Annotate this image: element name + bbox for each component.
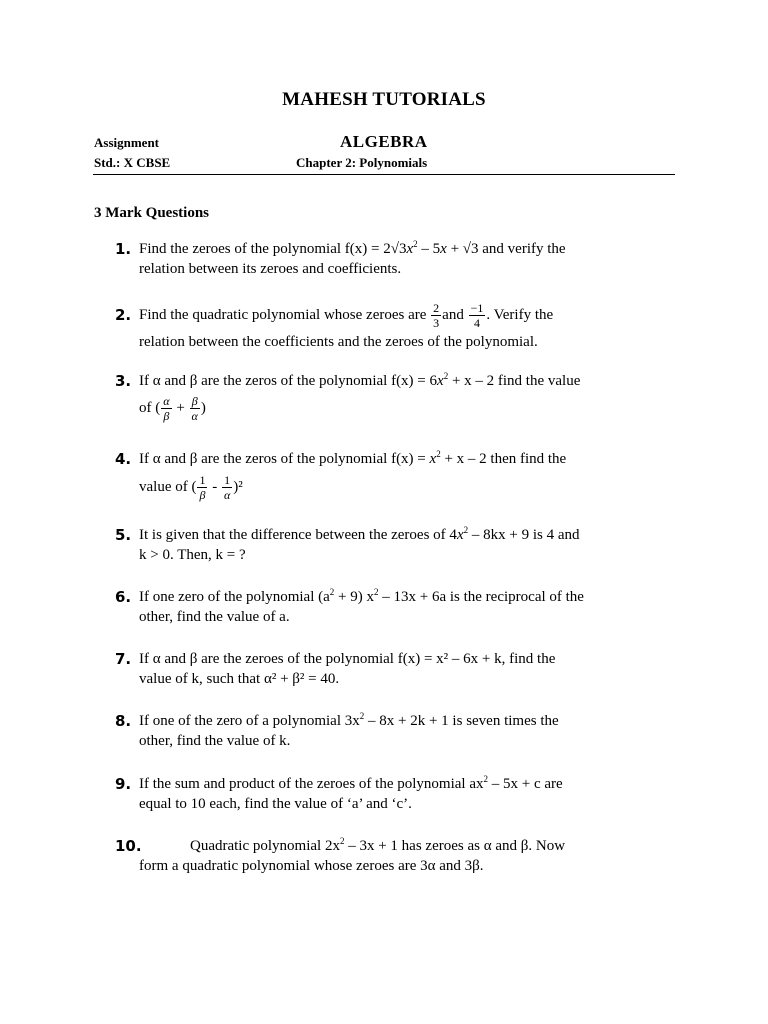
text-segment: – 8kx + 9 is 4 and xyxy=(468,527,580,543)
question-text xyxy=(139,711,680,751)
fraction xyxy=(431,301,441,330)
text-segment: of ( xyxy=(139,400,161,416)
question-number: 6. xyxy=(115,588,132,606)
page-title: MAHESH TUTORIALS xyxy=(282,89,486,110)
text-segment: If α and β are the zeros of the polynomial f(x) = 6 xyxy=(139,373,438,389)
text-segment: – 8x + 2k + 1 is seven times the xyxy=(364,713,559,729)
text-segment: – 5x + c are xyxy=(487,776,563,792)
chapter-label: Chapter 2: Polynomials xyxy=(296,155,428,170)
text-segment: Find the quadratic polynomial whose zeroes are xyxy=(139,307,431,323)
subject-heading: ALGEBRA xyxy=(340,132,428,151)
question-text xyxy=(139,449,680,505)
question-number: 2. xyxy=(115,306,132,324)
fraction xyxy=(190,394,200,423)
variable: x xyxy=(406,241,414,257)
text-line: k > 0. Then, k = ? xyxy=(139,547,246,563)
question-6 xyxy=(115,587,680,627)
text-segment: If α and β are the zeros of the polynomial f(x) = xyxy=(139,451,430,467)
text-line: form a quadratic polynomial whose zeroes are 3α and 3β. xyxy=(139,858,484,874)
numerator: 1 xyxy=(199,473,206,488)
question-number: 3. xyxy=(115,372,132,390)
text-segment: – 13x + 6a is the reciprocal of the xyxy=(378,589,584,605)
section-title: 3 Mark Questions xyxy=(94,205,210,221)
denominator: 4 xyxy=(473,316,480,331)
exponent: 2 xyxy=(359,711,365,721)
header-divider xyxy=(93,174,675,175)
text-segment: It is given that the difference between the zeroes of 4 xyxy=(139,527,457,543)
question-text xyxy=(139,371,680,425)
numerator: β xyxy=(190,394,200,409)
numerator: α xyxy=(163,394,170,409)
text-segment: Find the zeroes of the polynomial f(x) = 2√3 xyxy=(139,241,407,257)
variable: x xyxy=(437,373,444,389)
question-text xyxy=(139,774,680,814)
exponent: 2 xyxy=(463,525,469,535)
question-number: 8. xyxy=(115,712,132,730)
question-2 xyxy=(115,298,680,352)
operator: - xyxy=(208,479,221,495)
exponent: 2 xyxy=(373,587,379,597)
standard-label: Std.: X CBSE xyxy=(94,155,171,170)
text-line: relation between the coefficients and the zeroes of the polynomial. xyxy=(139,334,538,350)
exponent: 2 xyxy=(413,239,418,249)
variable: x xyxy=(429,451,437,467)
exponent: 2 xyxy=(483,774,488,784)
text-segment: – 3x + 1 has zeroes as α and β. Now xyxy=(344,838,566,854)
denominator: α xyxy=(191,409,198,424)
fraction xyxy=(222,473,232,502)
text-segment: ) xyxy=(200,400,206,416)
question-text xyxy=(139,525,680,565)
text-segment: Quadratic polynomial 2x xyxy=(190,838,340,854)
text-segment: + x – 2 then find the xyxy=(440,451,567,467)
question-number: 4. xyxy=(115,450,132,468)
denominator: β xyxy=(199,488,206,503)
question-8 xyxy=(115,711,680,751)
numerator: −1 xyxy=(470,301,484,316)
exponent: 2 xyxy=(436,449,441,459)
variable: x xyxy=(456,527,464,543)
text-line: equal to 10 each, find the value of ‘a’ and ‘c’. xyxy=(139,796,412,812)
variable: x xyxy=(440,241,447,257)
denominator: 3 xyxy=(433,316,440,331)
question-9 xyxy=(115,774,680,814)
question-text xyxy=(139,239,680,279)
question-number: 9. xyxy=(115,775,132,793)
question-text xyxy=(139,649,680,689)
text-line: other, find the value of k. xyxy=(139,733,291,749)
question-3 xyxy=(115,371,680,425)
fraction xyxy=(469,301,486,330)
fraction xyxy=(161,394,171,423)
question-text xyxy=(139,298,680,352)
text-segment: . Verify the xyxy=(486,307,554,323)
numerator: 2 xyxy=(433,301,440,316)
text-segment: + 9) x xyxy=(334,589,374,605)
text-segment: If one of the zero of a polynomial 3x xyxy=(139,713,360,729)
text-segment: and xyxy=(442,307,468,323)
question-number: 10. xyxy=(115,837,142,855)
text-line: relation between its zeroes and coefficients. xyxy=(139,261,402,277)
exponent: 2 xyxy=(443,371,449,381)
denominator: β xyxy=(163,409,170,424)
text-segment: )² xyxy=(233,479,243,495)
text-line: value of k, such that α² + β² = 40. xyxy=(139,671,340,687)
text-segment: + x – 2 find the value xyxy=(448,373,581,389)
text-segment: If the sum and product of the zeroes of the polynomial ax xyxy=(139,776,484,792)
question-1 xyxy=(115,239,680,279)
question-7 xyxy=(115,649,680,689)
exponent: 2 xyxy=(329,587,335,597)
text-segment: + √3 and verify the xyxy=(446,241,566,257)
operator: + xyxy=(172,400,189,416)
question-text xyxy=(139,587,680,627)
text-line: If α and β are the zeroes of the polynomial f(x) = x² – 6x + k, find the xyxy=(139,651,556,667)
denominator: α xyxy=(223,488,231,503)
assignment-label: Assignment xyxy=(94,135,160,150)
text-segment: value of ( xyxy=(139,479,197,495)
question-text xyxy=(115,836,680,876)
question-number: 5. xyxy=(115,526,132,544)
text-line: other, find the value of a. xyxy=(139,609,290,625)
exponent: 2 xyxy=(339,836,345,846)
question-4 xyxy=(115,449,680,505)
question-5 xyxy=(115,525,680,565)
question-number: 1. xyxy=(115,240,132,258)
text-segment: – 5 xyxy=(417,241,441,257)
fraction xyxy=(197,473,207,502)
question-10 xyxy=(115,836,680,876)
numerator: 1 xyxy=(222,473,232,488)
question-number: 7. xyxy=(115,650,132,668)
text-segment: If one zero of the polynomial (a xyxy=(139,589,330,605)
